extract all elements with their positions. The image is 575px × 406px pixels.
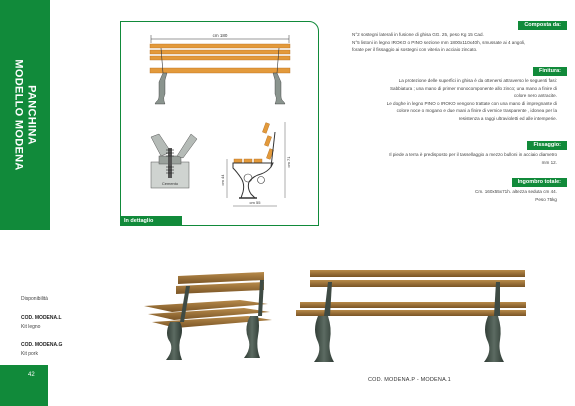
composta-line: N°5 listoni in legno IROKO o PINO sezione mm 1800x110x40h, smussate ai 4 angoli, bbox=[352, 39, 526, 45]
disponibilita-label: Disponibilità bbox=[21, 296, 48, 302]
product-title-line2: MODELLO MODENA bbox=[13, 59, 26, 171]
finitura-line: Le doghe in legno PINO o IROKO vengono trattate con una mano di impregnante di bbox=[386, 100, 557, 106]
technical-drawing bbox=[121, 22, 320, 227]
bench-photo-angled bbox=[144, 272, 272, 360]
dim-height-label: cm 71 bbox=[286, 156, 291, 168]
dim-top-label: cm 180 bbox=[212, 33, 228, 38]
ingombro-line: Cm. 160x55x71h. altezza seduta cm 44. bbox=[475, 189, 557, 194]
detail-tag: In dettaglio bbox=[120, 216, 182, 226]
finitura-line: resistenza a raggi ultravioletti ed alle intemperie. bbox=[458, 115, 557, 121]
backrest-slat bbox=[150, 50, 290, 54]
dim-seat-label: cm 44 bbox=[220, 174, 225, 186]
fissaggio-line: Il piede a terra è predisposto per il tassellaggio a mezzo bulloni in acciaio diametro bbox=[389, 152, 557, 157]
composta-line: forate per il fissaggio ai sostegni con viteria in acciaio zincato. bbox=[352, 47, 478, 52]
composta-text bbox=[352, 31, 552, 54]
photo-caption: COD. MODENA.P - MODENA.1 bbox=[368, 377, 451, 383]
ingombro-line: Peso 75kg bbox=[535, 196, 557, 202]
finitura-line: Sabbiatura ; una mano di primer monocomponente allo zinco; una mano a finire di bbox=[389, 85, 557, 91]
product-photo bbox=[140, 262, 535, 372]
backrest-slat bbox=[150, 44, 290, 48]
fissaggio-header: Fissaggio: bbox=[527, 141, 567, 150]
page-number-box bbox=[0, 365, 48, 406]
code-modena-g: COD. MODENA.G bbox=[21, 342, 63, 348]
page-number: 42 bbox=[28, 372, 35, 378]
fissaggio-text bbox=[352, 151, 557, 166]
bench-photo-front bbox=[296, 270, 526, 362]
ingombro-header: Ingombro totale: bbox=[512, 178, 567, 187]
anchoring-detail bbox=[151, 134, 197, 188]
kit-legno-label: Kit legno bbox=[21, 324, 41, 330]
finitura-line: colore noce o mogano e due mani a finire di vernice trasparente , idonea per la bbox=[396, 108, 557, 113]
finitura-text bbox=[352, 77, 557, 122]
backrest-slat bbox=[150, 56, 290, 60]
kit-pork-label: Kit pork bbox=[21, 351, 38, 357]
finitura-header: Finitura: bbox=[533, 67, 567, 76]
technical-drawing-frame bbox=[120, 21, 319, 226]
finitura-line: La protezione delle superfici in ghisa è da ottenersi attraverso le seguenti fasi: bbox=[398, 78, 557, 83]
side-view bbox=[233, 123, 275, 198]
composta-line: N°2 sostegni laterali in fusione di ghisa GG. 25, peso Kg 15 Cad. bbox=[352, 32, 484, 37]
code-modena-l: COD. MODENA.L bbox=[21, 315, 62, 321]
finitura-line: colore nero antracite. bbox=[513, 93, 557, 98]
dim-depth-label: cm 55 bbox=[249, 200, 261, 205]
fissaggio-line: mm 12. bbox=[541, 159, 557, 165]
composta-header: Composta da: bbox=[518, 21, 567, 30]
product-title bbox=[0, 0, 50, 230]
ingombro-text bbox=[392, 188, 557, 203]
seat-slat bbox=[150, 68, 290, 73]
cemento-label: Cemento bbox=[161, 181, 179, 186]
product-title-line1: PANCHINA bbox=[26, 85, 39, 145]
